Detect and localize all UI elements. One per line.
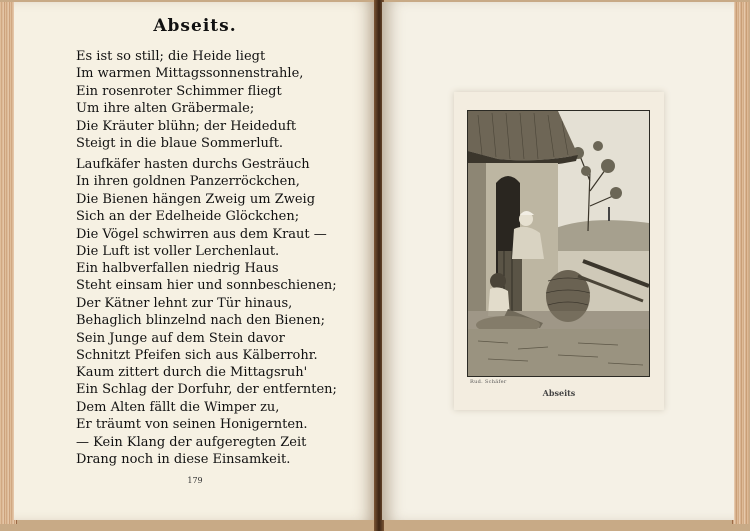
poem-line: Schnitzt Pfeifen sich aus Kälberrohr. bbox=[76, 348, 318, 364]
poem-line: Steigt in die blaue Sommerluft. bbox=[76, 136, 284, 152]
poem-line: Die Luft ist voller Lerchenlaut. bbox=[76, 244, 280, 260]
poem-line: Er träumt von seinen Honigernten. bbox=[76, 417, 308, 433]
poem-line: Es ist so still; die Heide liegt bbox=[76, 49, 266, 64]
poem-title: Abseits. bbox=[153, 16, 237, 36]
illustration-caption: Abseits bbox=[542, 388, 576, 398]
stanza-3 bbox=[76, 260, 366, 364]
poem-line: Drang noch in diese Einsamkeit. bbox=[76, 452, 291, 468]
stanza-2 bbox=[76, 156, 366, 260]
poem-line: Dem Alten fällt die Wimper zu, bbox=[76, 399, 280, 415]
right-page-edges bbox=[732, 2, 749, 524]
stanza-4 bbox=[76, 364, 366, 468]
poem-line: Ein rosenroter Schimmer fliegt bbox=[76, 83, 282, 99]
artist-signature: Rud. Schäfer bbox=[470, 379, 507, 385]
poem-line: Ein halbverfallen niedrig Haus bbox=[76, 261, 279, 276]
poem-line: In ihren goldnen Panzerröckchen, bbox=[76, 174, 300, 190]
poem-line: Die Kräuter blühn; der Heideduft bbox=[76, 118, 297, 134]
poem-line: Um ihre alten Gräbermale; bbox=[76, 101, 255, 117]
poem-line: Laufkäfer hasten durchs Gesträuch bbox=[76, 157, 310, 172]
left-page bbox=[14, 2, 376, 520]
poem-line: Kaum zittert durch die Mittagsruh' bbox=[76, 365, 308, 380]
poem-line: Sein Junge auf dem Stein davor bbox=[76, 330, 285, 346]
stanza-1 bbox=[76, 48, 366, 152]
illustration bbox=[467, 110, 650, 377]
poem-line: Steht einsam hier und sonnbeschienen; bbox=[76, 278, 337, 294]
poem-line: Ein Schlag der Dorfuhr, der entfernten; bbox=[76, 382, 337, 398]
page-number: 179 bbox=[187, 476, 203, 485]
poem-line: Die Bienen hängen Zweig um Zweig bbox=[76, 191, 316, 207]
poem-line: Der Kätner lehnt zur Tür hinaus, bbox=[76, 295, 293, 311]
poem-line: Im warmen Mittagssonnenstrahle, bbox=[76, 66, 304, 82]
poem-line: — Kein Klang der aufgeregten Zeit bbox=[76, 434, 307, 450]
poem-line: Behaglich blinzelnd nach den Bienen; bbox=[76, 313, 325, 329]
poem-line: Sich an der Edelheide Glöckchen; bbox=[76, 209, 300, 225]
poem-line: Die Vögel schwirren aus dem Kraut — bbox=[76, 226, 327, 242]
